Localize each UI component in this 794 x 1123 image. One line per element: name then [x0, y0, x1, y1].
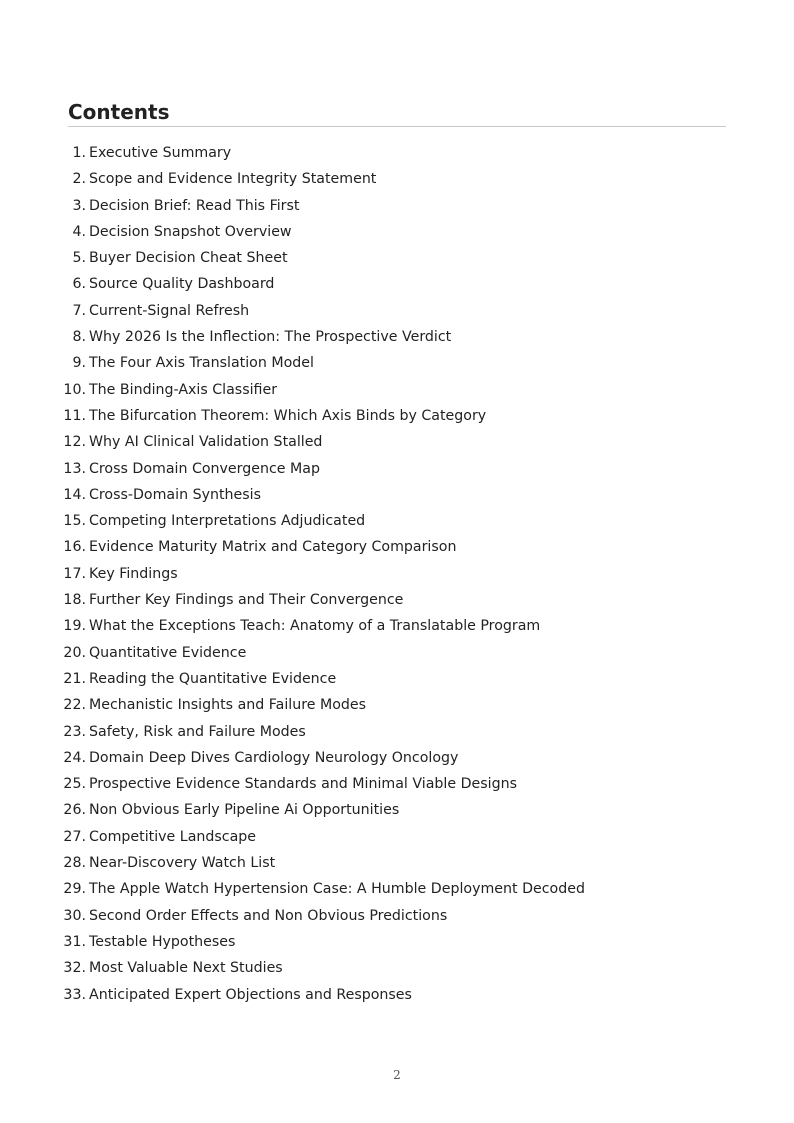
toc-entry-number: 25.: [63, 776, 86, 793]
toc-entry-number: 9.: [72, 355, 86, 372]
toc-entry-title[interactable]: Cross Domain Convergence Map: [89, 460, 320, 477]
toc-entry-number: 30.: [63, 907, 86, 924]
toc-entry[interactable]: [60, 929, 585, 955]
toc-entry-number: 23.: [63, 723, 86, 740]
toc-entry[interactable]: [60, 666, 585, 692]
heading-divider: [68, 126, 726, 127]
toc-entry-number: 28.: [63, 855, 86, 872]
toc-entry[interactable]: [60, 640, 585, 666]
toc-entry[interactable]: [60, 377, 585, 403]
toc-entry[interactable]: [60, 903, 585, 929]
toc-entry-number: 21.: [63, 670, 86, 687]
toc-entry-title[interactable]: Current-Signal Refresh: [89, 302, 250, 319]
toc-entry-title[interactable]: The Binding-Axis Classifier: [89, 381, 278, 398]
toc-entry-number: 22.: [63, 697, 86, 714]
toc-entry-title[interactable]: The Apple Watch Hypertension Case: A Humble Deployment Decoded: [89, 881, 585, 898]
toc-entry-number: 1.: [72, 145, 86, 161]
toc-entry-number: 20.: [63, 644, 86, 661]
toc-entry[interactable]: [60, 771, 585, 797]
toc-entry-title[interactable]: Testable Hypotheses: [89, 933, 236, 950]
toc-entry-number: 27.: [63, 828, 86, 845]
toc-entry-number: 19.: [63, 618, 86, 635]
toc-entry[interactable]: [60, 429, 585, 455]
toc-entry-number: 18.: [63, 592, 86, 609]
toc-entry-title[interactable]: Competing Interpretations Adjudicated: [89, 513, 366, 530]
toc-entry-title[interactable]: What the Exceptions Teach: Anatomy of a Translatable Program: [89, 618, 541, 635]
toc-entry-number: 24.: [63, 749, 86, 766]
page-number: 2: [393, 1068, 401, 1082]
toc-entry-title[interactable]: Anticipated Expert Objections and Responses: [89, 986, 412, 1003]
toc-entry-number: 13.: [63, 460, 86, 477]
toc-entry[interactable]: [60, 298, 585, 324]
toc-entry-title[interactable]: Safety, Risk and Failure Modes: [89, 723, 306, 740]
toc-entry-number: 5.: [72, 250, 86, 267]
toc-entry[interactable]: [60, 955, 585, 981]
toc-entry[interactable]: [60, 534, 585, 560]
toc-entry-title[interactable]: Domain Deep Dives Cardiology Neurology Oncology: [89, 749, 459, 766]
toc-entry-title[interactable]: Further Key Findings and Their Convergence: [89, 592, 404, 609]
toc-entry[interactable]: [60, 692, 585, 718]
toc-entry-number: 4.: [72, 223, 86, 240]
toc-entry[interactable]: [60, 824, 585, 850]
toc-entry[interactable]: [60, 193, 585, 219]
toc-entry[interactable]: [60, 166, 585, 192]
toc-entry[interactable]: [60, 797, 585, 823]
toc-entry[interactable]: [60, 140, 585, 166]
toc-entry-title[interactable]: Competitive Landscape: [89, 828, 257, 845]
toc-entry-number: 6.: [72, 276, 86, 293]
toc-entry-title[interactable]: Cross-Domain Synthesis: [89, 486, 261, 503]
toc-entry-title[interactable]: Prospective Evidence Standards and Minimal Viable Designs: [89, 776, 517, 793]
toc-entry-number: 8.: [72, 329, 86, 346]
toc-entry-title[interactable]: Why AI Clinical Validation Stalled: [89, 434, 323, 451]
toc-entry[interactable]: [60, 456, 585, 482]
toc-entry-title[interactable]: Scope and Evidence Integrity Statement: [89, 171, 377, 188]
toc-entry-title[interactable]: Key Findings: [89, 565, 178, 582]
toc-entry[interactable]: [60, 561, 585, 587]
toc-entry-number: 12.: [63, 434, 86, 451]
toc-entry[interactable]: [60, 350, 585, 376]
toc-entry-number: 26.: [63, 802, 86, 819]
toc-entry[interactable]: [60, 876, 585, 902]
table-of-contents: [60, 140, 585, 1008]
page-title: Contents: [68, 100, 170, 124]
toc-entry-number: 15.: [63, 513, 86, 530]
toc-entry[interactable]: [60, 245, 585, 271]
toc-entry-number: 31.: [63, 933, 86, 950]
toc-entry-title[interactable]: Reading the Quantitative Evidence: [89, 670, 337, 687]
toc-entry[interactable]: [60, 271, 585, 297]
toc-entry[interactable]: [60, 482, 585, 508]
toc-entry[interactable]: [60, 719, 585, 745]
toc-entry-title[interactable]: The Four Axis Translation Model: [89, 355, 314, 372]
toc-entry[interactable]: [60, 850, 585, 876]
toc-entry-title[interactable]: Decision Brief: Read This First: [89, 197, 300, 214]
toc-entry[interactable]: [60, 508, 585, 534]
toc-entry[interactable]: [60, 982, 585, 1008]
toc-entry-title[interactable]: Executive Summary: [89, 145, 232, 161]
toc-entry[interactable]: [60, 324, 585, 350]
toc-entry-number: 10.: [63, 381, 86, 398]
toc-entry-title[interactable]: Non Obvious Early Pipeline Ai Opportunities: [89, 802, 400, 819]
toc-entry-title[interactable]: Why 2026 Is the Inflection: The Prospective Verdict: [89, 329, 452, 346]
toc-entry-number: 14.: [63, 486, 86, 503]
toc-entry[interactable]: [60, 587, 585, 613]
toc-entry-title[interactable]: Source Quality Dashboard: [89, 276, 275, 293]
toc-entry-title[interactable]: Buyer Decision Cheat Sheet: [89, 250, 288, 267]
toc-entry-number: 3.: [72, 197, 86, 214]
toc-entry-number: 11.: [63, 407, 86, 424]
toc-entry[interactable]: [60, 219, 585, 245]
toc-entry-title[interactable]: Quantitative Evidence: [89, 644, 247, 661]
toc-entry[interactable]: [60, 613, 585, 639]
toc-entry-number: 16.: [63, 539, 86, 556]
toc-entry-title[interactable]: Mechanistic Insights and Failure Modes: [89, 697, 367, 714]
toc-entry[interactable]: [60, 745, 585, 771]
toc-entry-title[interactable]: Most Valuable Next Studies: [89, 960, 283, 977]
toc-entry-title[interactable]: The Bifurcation Theorem: Which Axis Binds by Category: [89, 407, 487, 424]
toc-entry-number: 33.: [63, 986, 86, 1003]
toc-entry-title[interactable]: Decision Snapshot Overview: [89, 223, 292, 240]
toc-entry-number: 32.: [63, 960, 86, 977]
toc-entry-number: 7.: [72, 302, 86, 319]
toc-entry-number: 29.: [63, 881, 86, 898]
toc-entry-number: 17.: [63, 565, 86, 582]
toc-entry-title[interactable]: Near-Discovery Watch List: [89, 855, 276, 872]
toc-entry-title[interactable]: Second Order Effects and Non Obvious Predictions: [89, 907, 448, 924]
toc-entry-title[interactable]: Evidence Maturity Matrix and Category Comparison: [89, 539, 457, 556]
toc-entry-number: 2.: [72, 171, 86, 188]
toc-entry[interactable]: [60, 403, 585, 429]
